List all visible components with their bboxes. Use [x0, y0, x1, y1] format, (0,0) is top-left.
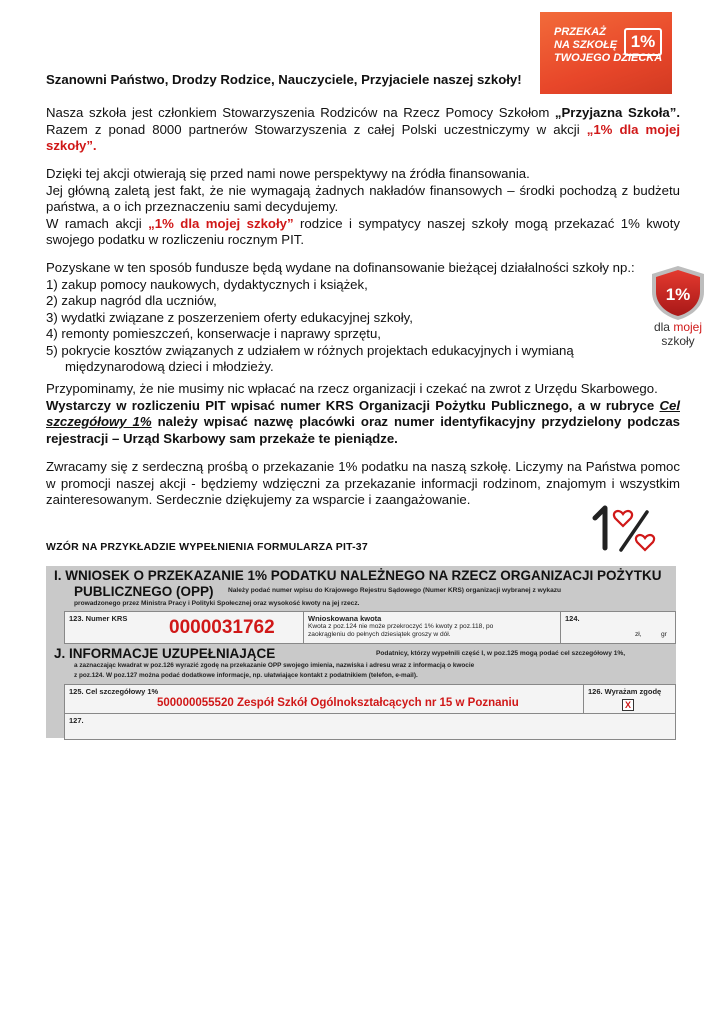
shield-logo: [646, 264, 710, 354]
one-percent-logo: [585, 500, 663, 556]
list-item: 3) wydatki związane z poszerzeniem oferty edukacyjnej szkoły,: [46, 309, 413, 325]
banner-line-3: TWOJEGO DZIECKA: [554, 52, 663, 64]
paragraph-benefits: [46, 166, 680, 249]
section-j-heading: J. INFORMACJE UZUPEŁNIAJĄCE: [54, 646, 276, 661]
section-i-desc-1: Należy podać numer wpisu do Krajowego Rejestru Sądowego (Numer KRS) organizacji wybranej z wykazu: [228, 587, 562, 594]
field-126-label: 126. Wyrażam zgodę: [588, 687, 662, 696]
pit-form-sample: [46, 566, 676, 738]
shield-mojej: mojej: [673, 320, 703, 334]
field-126-consent[interactable]: [583, 684, 676, 714]
field-125-label: 125. Cel szczegółowy 1%: [69, 687, 159, 696]
p2-line-1: Dzięki tej akcji otwierają się przed nami nowe perspektywy na źródła finansowania.: [46, 166, 530, 181]
field-123-krs[interactable]: [64, 611, 304, 644]
paragraph-uses: [46, 260, 646, 376]
requested-amount-desc-2: zaokrągleniu do pełnych dziesiątek groszy w dół.: [308, 631, 451, 638]
p2-line-3b: rodzice i sympatycy naszej szkoły mogą przekazać 1% kwoty swojego podatku w rozliczeniu rocznym PIT.: [46, 215, 680, 247]
shield-percent: 1%: [665, 285, 691, 304]
greeting: Szanowni Państwo, Drodzy Rodzice, Nauczyciele, Przyjaciele naszej szkoły!: [46, 72, 522, 87]
form-sample-title: WZÓR NA PRZYKŁADZIE WYPEŁNIENIA FORMULARZA PIT-37: [46, 541, 368, 553]
section-j-desc-2: a zaznaczając kwadrat w poz.126 wyrazić zgodę na przekazanie OPP swojego imienia, nazwiska i adresu wraz z informacją o kwocie: [74, 662, 475, 669]
section-j-desc-1: Podatnicy, którzy wypełnili część I, w poz.125 mogą podać cel szczegółowy 1%,: [376, 650, 626, 657]
paragraph-request: Zwracamy się z serdeczną prośbą o przekazanie 1% podatku na naszą szkołę. Liczymy na Państwa pomoc w promocji naszej akcji - będziemy wdzięczni za przekazanie informacji rodzinom, znajomym i wszystkim zainteresowanym. Serdecznie dziękujemy za wsparcie i zaangażowanie.: [46, 459, 680, 507]
shield-icon: [646, 264, 710, 322]
field-requested-amount: [303, 611, 561, 644]
gr-label: gr: [661, 631, 667, 638]
org-name: „Przyjazna Szkoła”.: [554, 105, 680, 120]
p4-line-1: Przypominamy, że nie musimy nic wpłacać na rzecz organizacji i czekać na zwrot z Urzędu Skarbowego.: [46, 381, 658, 396]
p4-bold-b: należy wpisać nazwę placówki oraz numer identyfikacyjny przydzielony podczas rejestracji – Urząd Skarbowy sam przekaże te pieniądze.: [46, 414, 680, 446]
section-j-desc-3: z poz.124. W poz.127 można podać dodatkowe informacje, np. ułatwiające kontakt z podatnikiem (telefon, e-mail).: [74, 672, 418, 679]
field-127-info[interactable]: [64, 713, 676, 740]
field-127-label: 127.: [69, 716, 84, 725]
banner-percent: 1%: [624, 28, 662, 56]
action-name: „1% dla mojej szkoły”.: [46, 121, 681, 153]
p2-line-3a: W ramach akcji: [46, 215, 149, 231]
p4-bold-a: Wystarczy w rozliczeniu PIT wpisać numer KRS Organizacji Pożytku Publicznego, a w rubryce: [46, 397, 660, 413]
field-124-amount[interactable]: [560, 611, 676, 644]
field-125-goal[interactable]: [64, 684, 584, 714]
banner-line-1: PRZEKAŻ: [554, 26, 606, 38]
list-item-continuation: międzynarodową dzieci i młodzieży.: [65, 359, 274, 374]
hearts-percent-icon: [585, 500, 663, 556]
shield-szkoly: szkoły: [661, 334, 695, 348]
paragraph-instructions: [46, 381, 680, 447]
field-123-label: 123. Numer KRS: [69, 614, 128, 623]
banner-line-2: NA SZKOŁĘ: [554, 39, 618, 51]
p2-action-name: „1% dla mojej szkoły”: [148, 215, 294, 231]
requested-amount-desc-1: Kwota z poz.124 nie może przekroczyć 1% kwoty z poz.118, po: [308, 623, 494, 630]
section-i-heading-2: PUBLICZNEGO (OPP): [74, 584, 214, 599]
section-i-desc-2: prowadzonego przez Ministra Pracy i Polityki Społecznej oraz wysokość kwoty na jej rzecz.: [74, 600, 360, 607]
p2-line-2: Jej główną zaletą jest fakt, że nie wymagają żadnych nakładów finansowych – środki pochodzą z budżetu państwa, a o ich przeznaczeniu sami decydujemy.: [46, 182, 680, 214]
p1-text-a: Nasza szkoła jest członkiem Stowarzyszenia Rodziców na Rzecz Pomocy Szkołom: [46, 105, 555, 120]
krs-number: 0000031762: [169, 617, 275, 638]
shield-dla: dla: [653, 320, 674, 334]
p1-text-b: Razem z ponad 8000 partnerów Stowarzyszenia z całej Polski uczestniczymy w akcji: [46, 121, 587, 137]
school-goal-value: 500000055520 Zespół Szkół Ogólnokształcących nr 15 w Poznaniu: [157, 697, 519, 709]
list-item: 4) remonty pomieszczeń, konserwacje i naprawy sprzętu,: [46, 326, 381, 341]
field-124-label: 124.: [565, 614, 580, 623]
consent-checkbox[interactable]: X: [622, 699, 634, 711]
shield-caption: [646, 320, 710, 348]
cel-szczegolowy: Cel szczegółowy 1%: [46, 397, 680, 429]
zl-label: zł,: [635, 631, 642, 638]
section-i-heading: I. WNIOSEK O PRZEKAZANIE 1% PODATKU NALEŻNEGO NA RZECZ ORGANIZACJI POŻYTKU: [54, 568, 662, 583]
requested-amount-label: Wnioskowana kwota: [308, 614, 382, 623]
list-item: 1) zakup pomocy naukowych, dydaktycznych i książek,: [46, 276, 368, 292]
list-item: 5) pokrycie kosztów związanych z udziałem w różnych projektach edukacyjnych i wymianą: [46, 342, 574, 358]
uses-intro: Pozyskane w ten sposób fundusze będą wydane na dofinansowanie bieżącej działalności szkoły np.:: [46, 260, 635, 275]
list-item: 2) zakup nagród dla uczniów,: [46, 293, 217, 308]
paragraph-membership: [46, 105, 680, 155]
